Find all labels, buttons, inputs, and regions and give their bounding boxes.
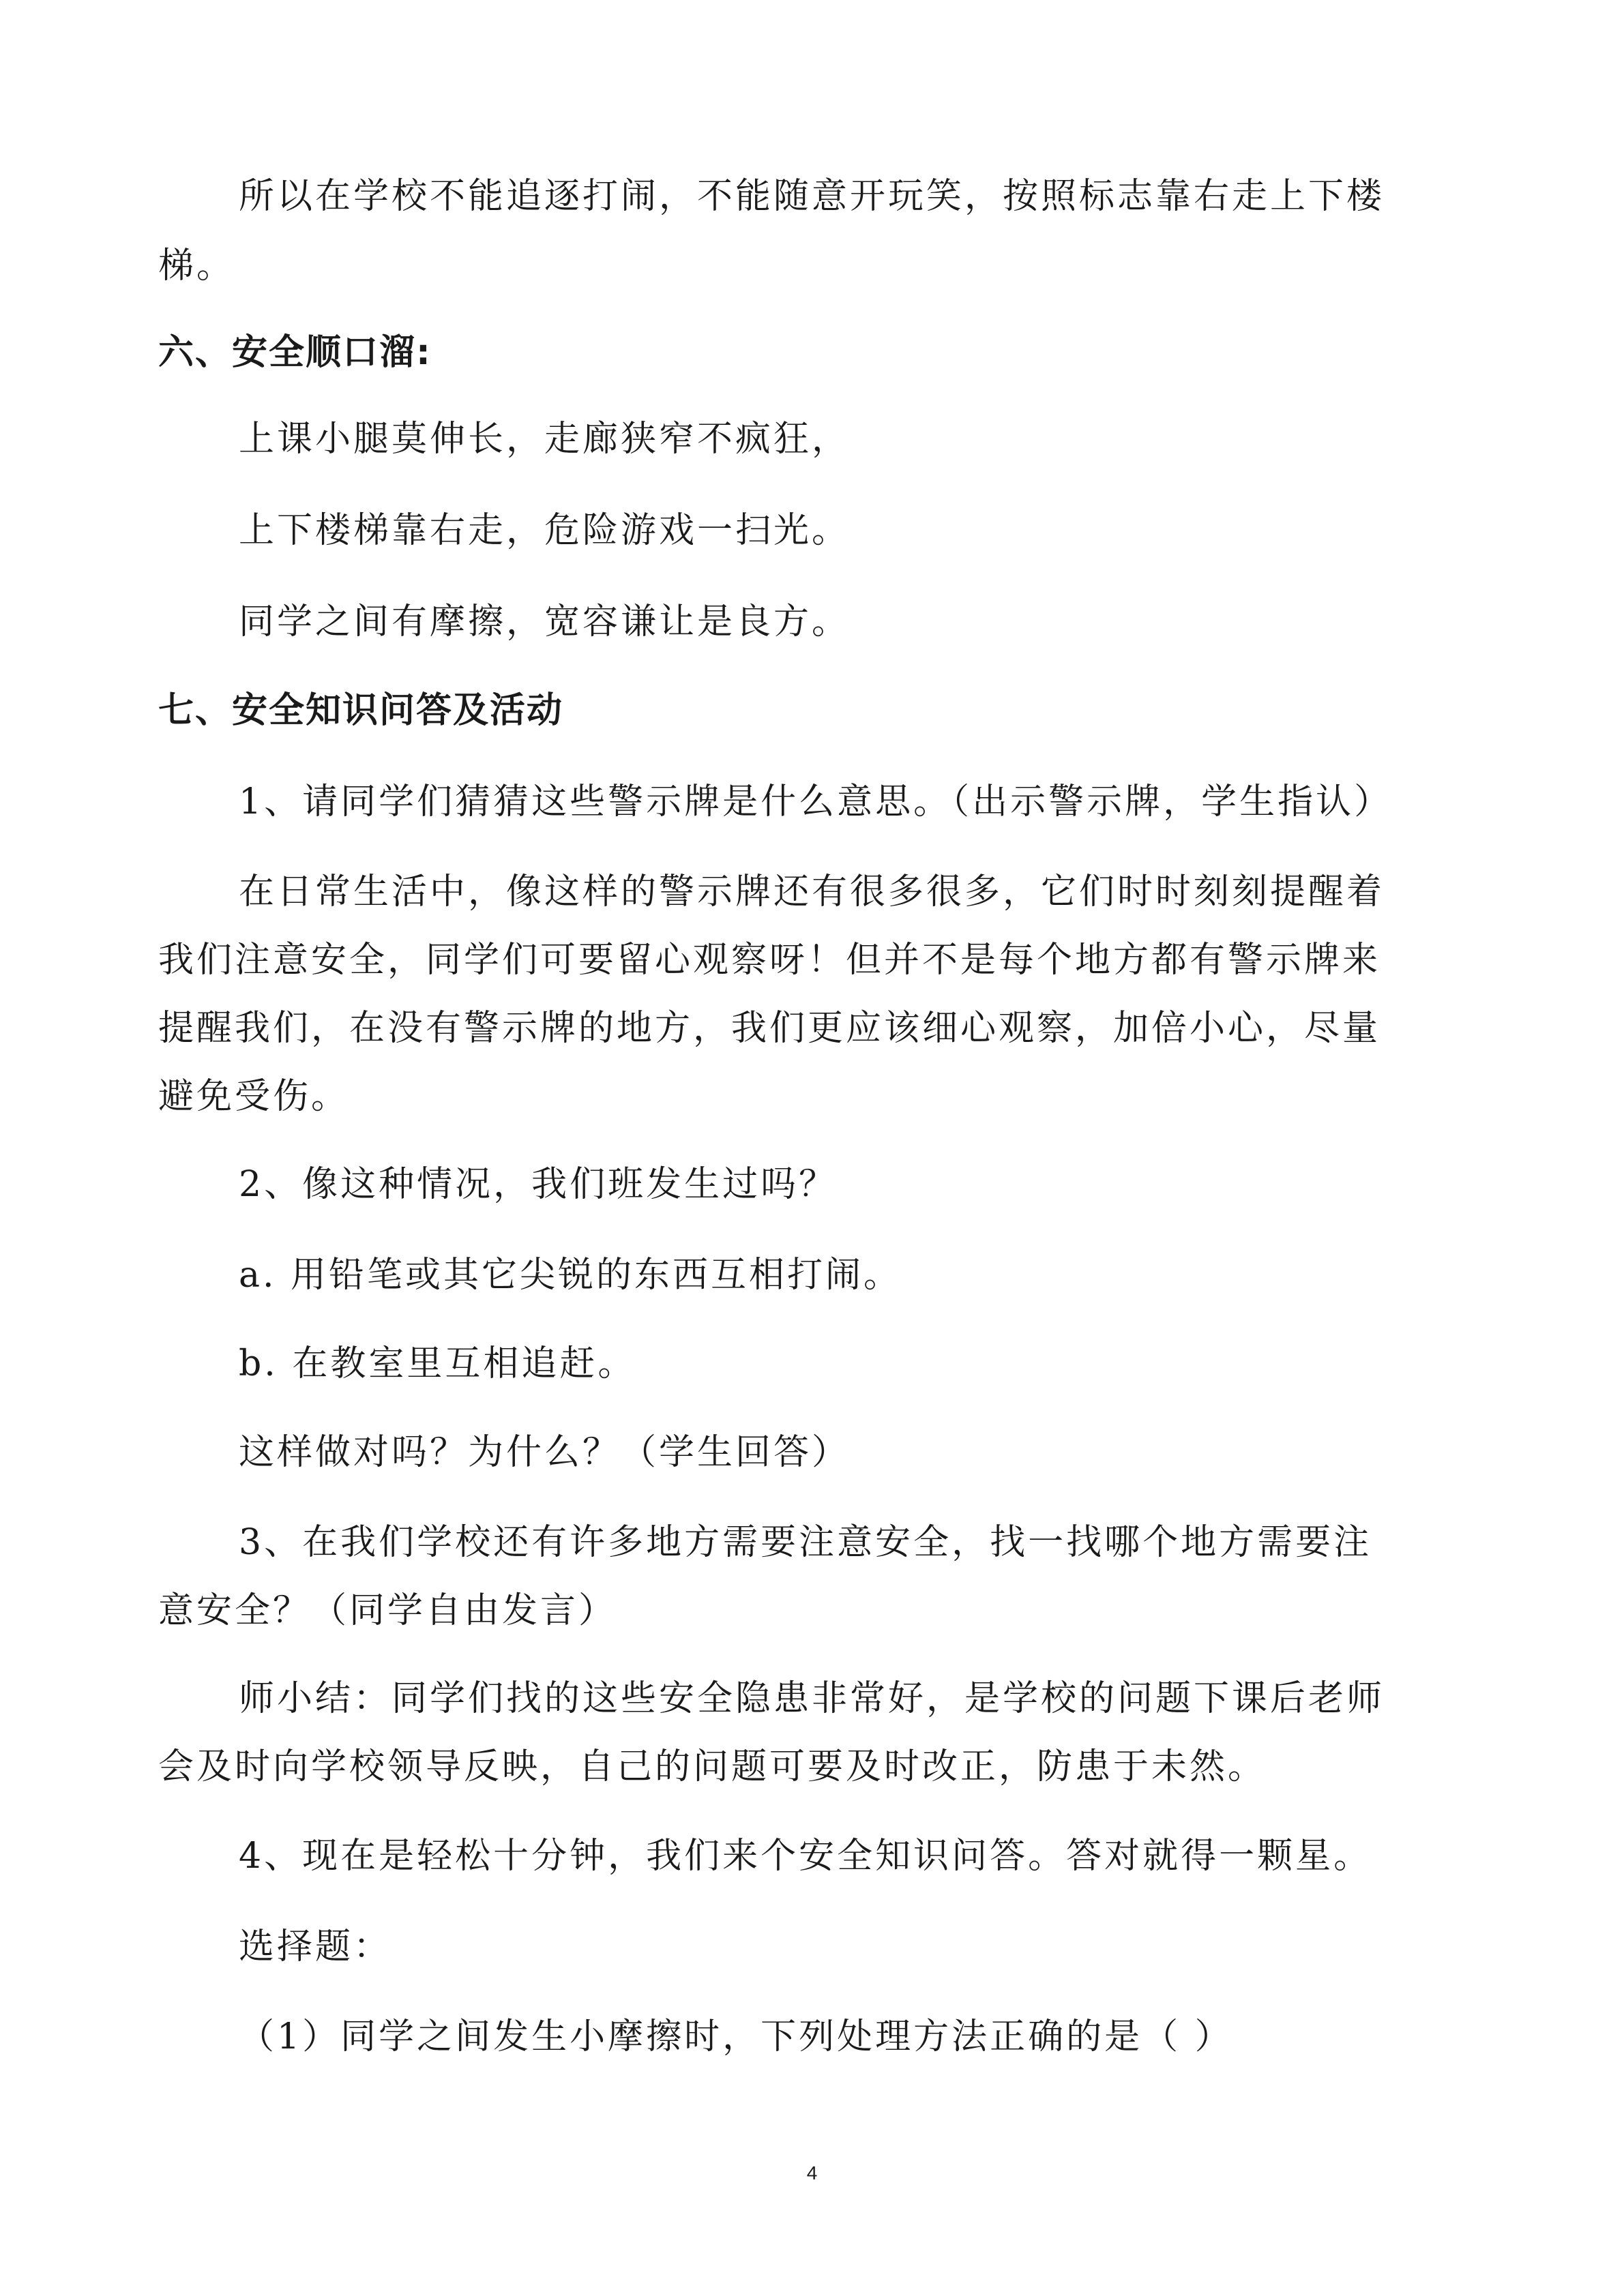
paragraph-line: 同学之间有摩擦，宽容谦让是良方。 xyxy=(239,601,851,642)
paragraph-line: 会及时向学校领导反映，自己的问题可要及时改正，防患于未然。 xyxy=(158,1746,1267,1787)
page-number: 4 xyxy=(806,2162,818,2183)
paragraph-line: 这样做对吗？为什么？（学生回答） xyxy=(239,1432,851,1473)
section-heading: 七、安全知识问答及活动 xyxy=(158,690,564,731)
paragraph-line: 提醒我们，在没有警示牌的地方，我们更应该细心观察，加倍小心，尽量 xyxy=(158,1008,1381,1049)
list-item: a. 用铅笔或其它尖锐的东西互相打闹。 xyxy=(239,1255,902,1296)
paragraph-line: 上课小腿莫伸长，走廊狭窄不疯狂， xyxy=(239,419,851,460)
paragraph-line: 意安全？（同学自由发言） xyxy=(158,1590,617,1631)
paragraph-line: 所以在学校不能追逐打闹，不能随意开玩笑，按照标志靠右走上下楼 xyxy=(239,176,1385,217)
paragraph-line: 上下楼梯靠右走，危险游戏一扫光。 xyxy=(239,510,851,551)
paragraph-line: 在日常生活中，像这样的警示牌还有很多很多，它们时时刻刻提醒着 xyxy=(239,871,1385,912)
question-line: （1）同学之间发生小摩擦时，下列处理方法正确的是（ ） xyxy=(239,2016,1233,2057)
paragraph-line: 选择题： xyxy=(239,1926,392,1967)
paragraph-line: 避免受伤。 xyxy=(158,1076,350,1117)
paragraph-line: 1、请同学们猜猜这些警示牌是什么意思。（出示警示牌，学生指认） xyxy=(239,781,1393,822)
section-heading: 六、安全顺口溜: xyxy=(158,332,432,373)
paragraph-line: 我们注意安全，同学们可要留心观察呀！但并不是每个地方都有警示牌来 xyxy=(158,940,1381,981)
list-item: b. 在教室里互相追赶。 xyxy=(239,1343,636,1384)
paragraph-line: 4、现在是轻松十分钟，我们来个安全知识问答。答对就得一颗星。 xyxy=(239,1836,1372,1877)
paragraph-line: 师小结：同学们找的这些安全隐患非常好，是学校的问题下课后老师 xyxy=(239,1678,1385,1719)
paragraph-line: 3、在我们学校还有许多地方需要注意安全，找一找哪个地方需要注 xyxy=(239,1522,1372,1563)
paragraph-line: 2、像这种情况，我们班发生过吗？ xyxy=(239,1164,838,1205)
paragraph-line: 梯。 xyxy=(158,245,235,286)
